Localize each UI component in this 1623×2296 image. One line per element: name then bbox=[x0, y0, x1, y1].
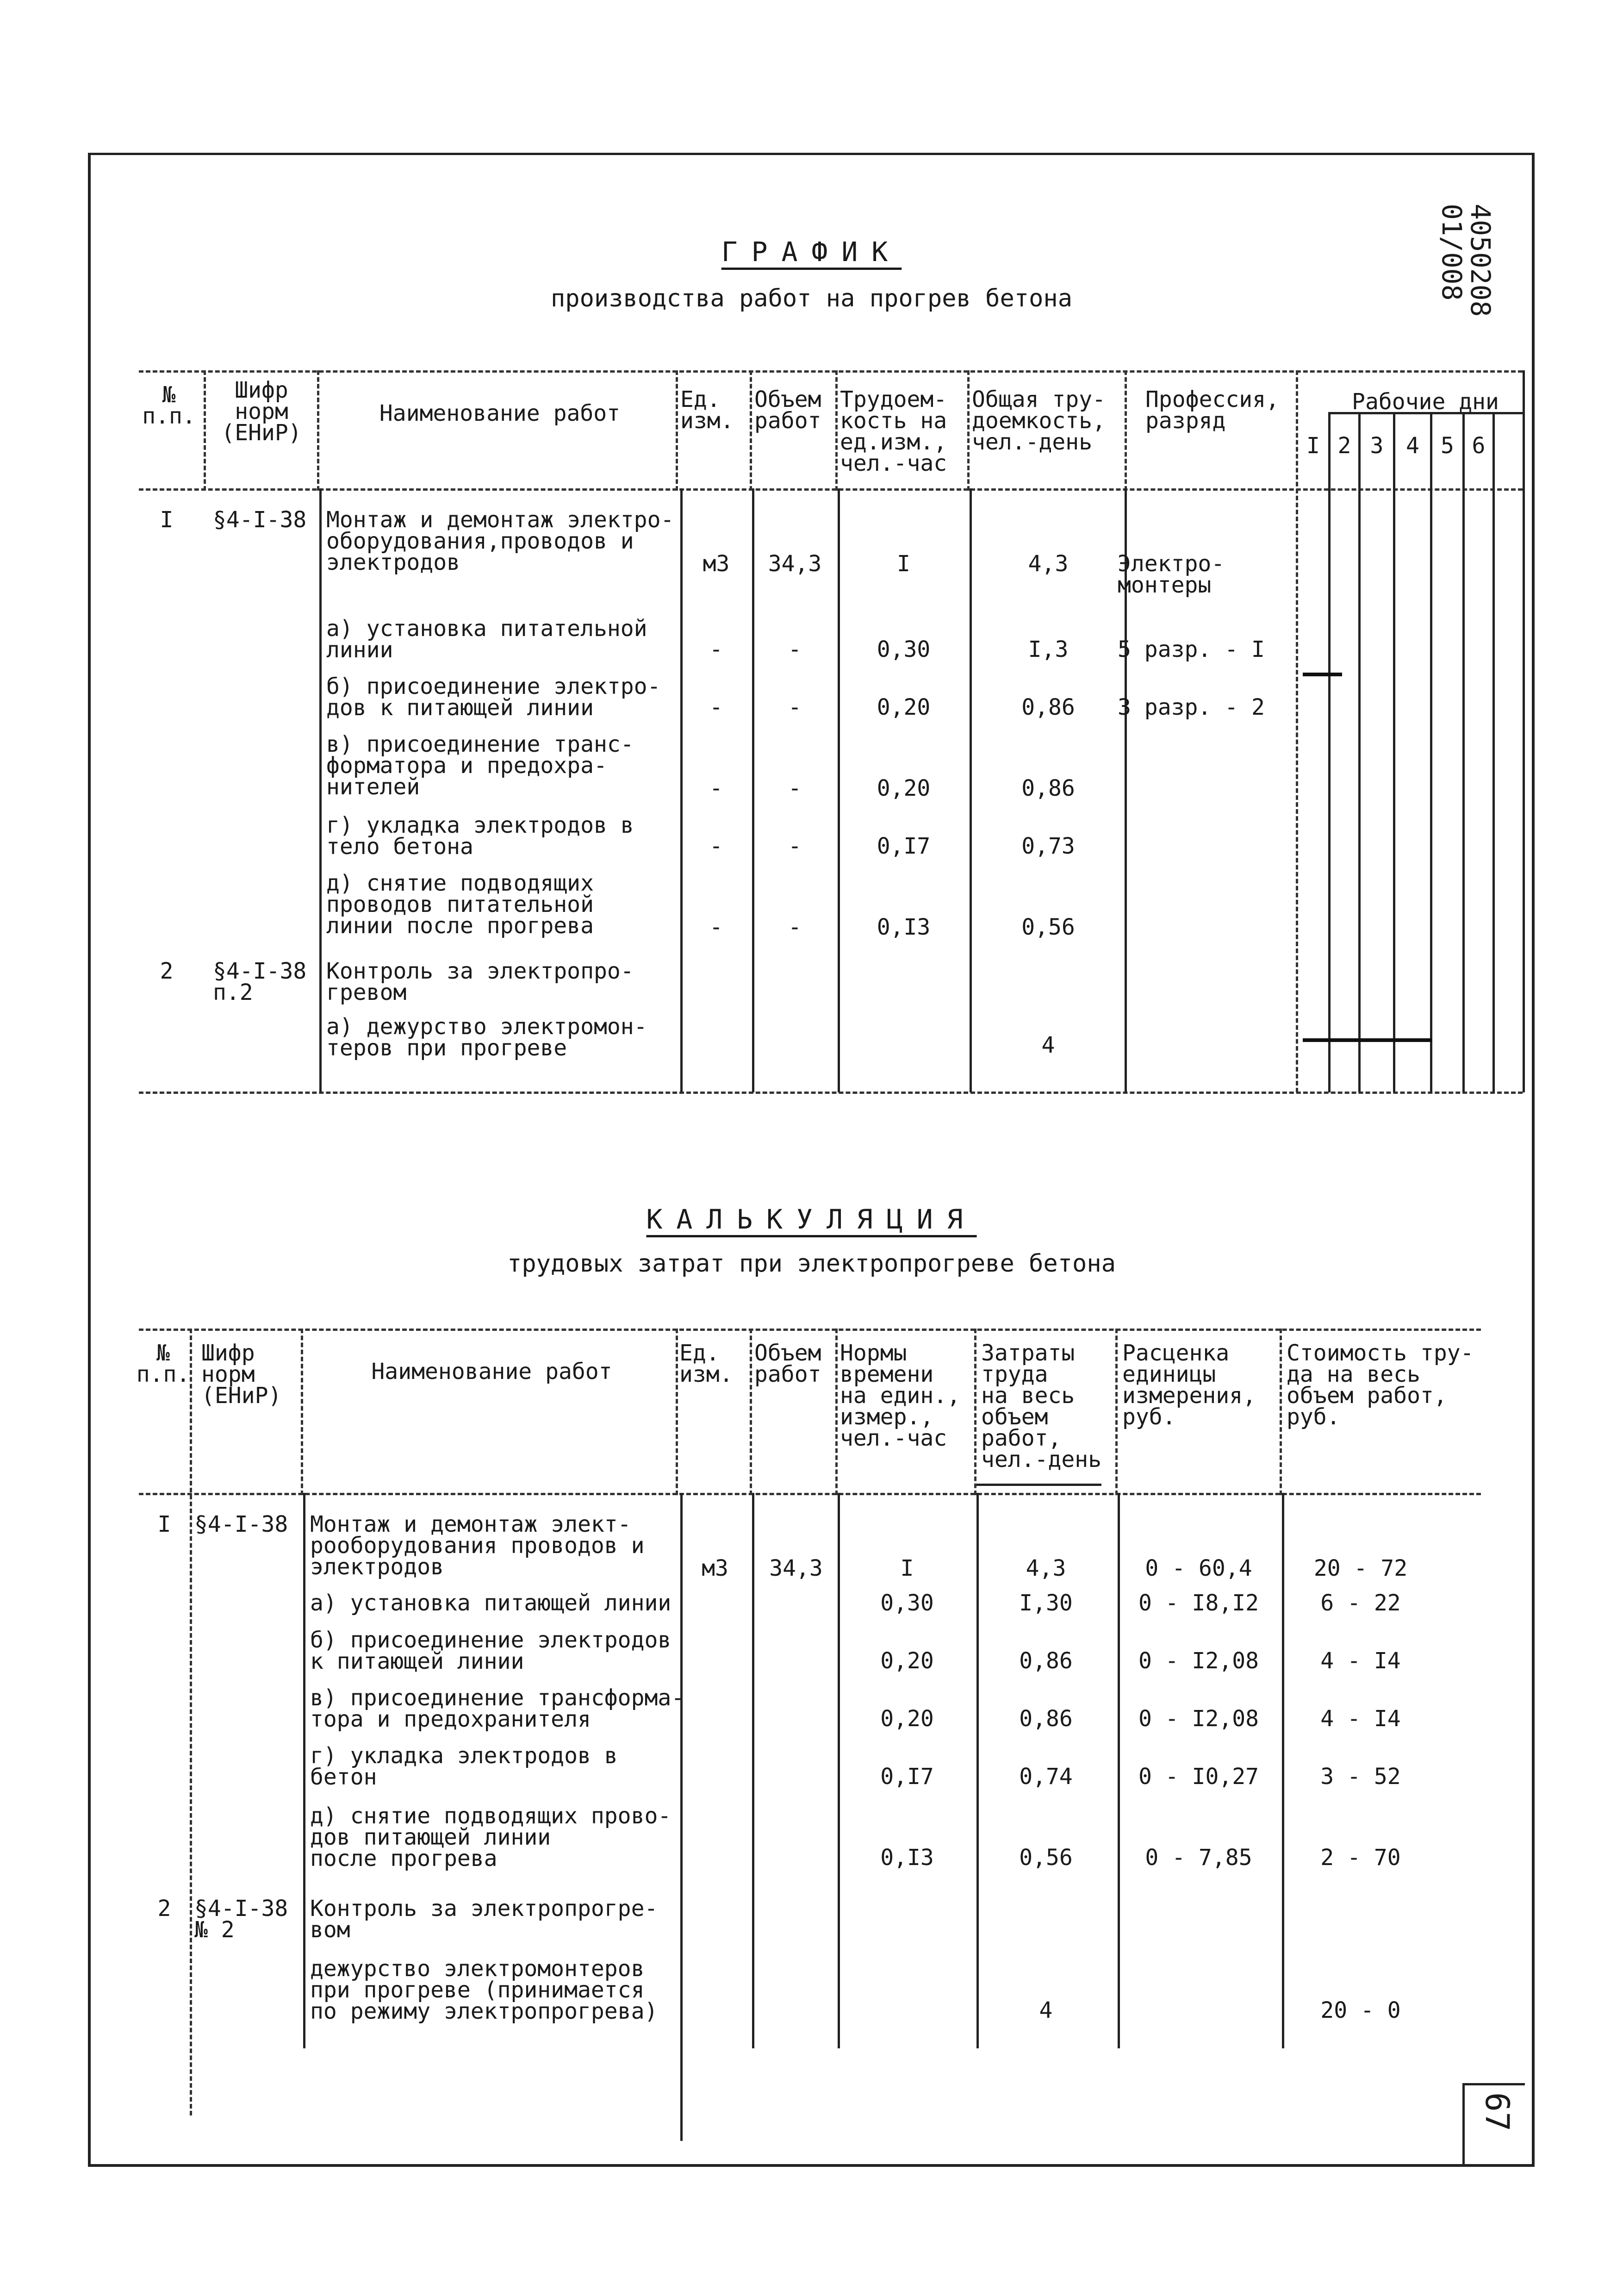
calc-cell-name: Контроль за электропрогре- вом bbox=[310, 1896, 658, 1943]
schedule-cell-labor-unit: 0,I7 bbox=[877, 833, 931, 859]
calc-header-rate: Расценка единицы измерения, руб. bbox=[1122, 1340, 1256, 1430]
schedule-cell-num: I bbox=[160, 507, 174, 533]
schedule-subtitle: производства работ на прогрев бетона bbox=[550, 285, 1073, 312]
schedule-cell-labor-unit: I bbox=[897, 551, 910, 577]
calc-cell-name: дежурство электромонтеров при прогреве (принимается по режиму электропрогрева) bbox=[310, 1956, 658, 2024]
calc-cell-name: а) установка питающей линии bbox=[310, 1590, 672, 1616]
schedule-cell-unit: - bbox=[709, 694, 723, 720]
calc-header-num: № п.п. bbox=[136, 1340, 190, 1387]
col-rule bbox=[319, 488, 322, 1092]
calc-cell-total: 4 - I4 bbox=[1320, 1706, 1401, 1732]
calc-cell-num: 2 bbox=[157, 1896, 171, 1922]
calc-cell-rate: 0 - 7,85 bbox=[1145, 1845, 1252, 1871]
calc-cell-name: д) снятие подводящих прово- дов питающей линии после прогрева bbox=[310, 1803, 672, 1872]
schedule-cell-labor-total: 0,86 bbox=[1021, 694, 1075, 720]
day-col-rule bbox=[1462, 412, 1465, 1092]
gantt-bar bbox=[1303, 673, 1342, 676]
schedule-cell-name: в) присоединение транс- форматора и предохра- нителей bbox=[326, 731, 634, 800]
calc-cell-name: г) укладка электродов в бетон bbox=[310, 1743, 618, 1790]
schedule-title: ГРАФИК bbox=[721, 236, 902, 268]
schedule-cell-name: г) укладка электродов в тело бетона bbox=[326, 812, 634, 860]
calc-cell-volume: 34,3 bbox=[769, 1555, 823, 1581]
schedule-cell-labor-unit: 0,30 bbox=[877, 636, 931, 662]
schedule-cell-labor-total: I,3 bbox=[1028, 636, 1069, 662]
schedule-cell-unit: - bbox=[709, 833, 723, 859]
schedule-cell-labor-total: 0,73 bbox=[1021, 833, 1075, 859]
day-col-rule bbox=[1430, 412, 1432, 1092]
schedule-cell-name: а) дежурство электромон- теров при прогреве bbox=[326, 1014, 647, 1061]
schedule-header-name: Наименование работ bbox=[379, 400, 621, 426]
archive-code-line: 01/008 bbox=[1436, 204, 1468, 301]
calc-cell-total: 20 - 0 bbox=[1320, 1997, 1401, 2023]
calc-cell-code: §4-I-38 bbox=[194, 1511, 288, 1537]
day-col-label: 3 bbox=[1370, 433, 1384, 459]
calc-col-rule bbox=[1280, 1329, 1282, 1495]
calc-cell-rate: 0 - I8,I2 bbox=[1138, 1590, 1259, 1616]
col-rule bbox=[317, 370, 319, 491]
schedule-header-days: Рабочие дни bbox=[1352, 389, 1499, 415]
schedule-cell-num: 2 bbox=[160, 958, 174, 984]
archive-code-line: 4050208 bbox=[1465, 204, 1496, 317]
calc-cost-underline bbox=[976, 1484, 1101, 1486]
schedule-cell-labor-total: 4,3 bbox=[1028, 551, 1069, 577]
calc-cell-name: Монтаж и демонтаж элект- рооборудования проводов и электродов bbox=[310, 1511, 645, 1580]
schedule-cell-volume: 34,3 bbox=[768, 551, 822, 577]
calc-cell-cost: 0,74 bbox=[1019, 1764, 1073, 1790]
day-col-label: 5 bbox=[1441, 433, 1454, 459]
calc-cell-norm: 0,30 bbox=[880, 1590, 934, 1616]
calc-cell-cost: 0,86 bbox=[1019, 1706, 1073, 1732]
schedule-cell-code: §4-I-38 bbox=[213, 507, 307, 533]
calc-col-rule bbox=[974, 1329, 976, 1495]
day-col-rule bbox=[1328, 412, 1331, 1092]
calc-cell-name: б) присоединение электродов к питающей линии bbox=[310, 1627, 672, 1674]
schedule-header-profession: Профессия, разряд bbox=[1145, 387, 1279, 434]
schedule-header-volume: Объем работ bbox=[754, 387, 821, 434]
calc-header-volume: Объем работ bbox=[754, 1340, 821, 1387]
page-frame-right bbox=[1532, 153, 1535, 2165]
schedule-cell-profession: 3 разр. - 2 bbox=[1118, 694, 1265, 720]
calc-cell-norm: 0,I3 bbox=[880, 1845, 934, 1871]
day-col-label: 2 bbox=[1337, 433, 1351, 459]
schedule-cell-name: б) присоединение электро- дов к питающей линии bbox=[326, 674, 661, 721]
calc-col-rule bbox=[303, 1493, 305, 2048]
calc-cell-norm: 0,I7 bbox=[880, 1764, 934, 1790]
schedule-header-num: № п.п. bbox=[142, 382, 196, 429]
schedule-bottom-rule bbox=[139, 1092, 1523, 1094]
schedule-cell-labor-total: 4 bbox=[1041, 1032, 1055, 1058]
day-col-label: 6 bbox=[1472, 433, 1486, 459]
schedule-cell-code: §4-I-38 п.2 bbox=[213, 958, 307, 1005]
schedule-cell-unit: м3 bbox=[703, 551, 730, 577]
schedule-top-rule bbox=[139, 370, 1523, 373]
calc-cell-rate: 0 - I0,27 bbox=[1138, 1764, 1259, 1790]
calc-header-cost: Затраты труда на весь объем работ, чел.-день bbox=[981, 1340, 1102, 1472]
day-col-rule bbox=[1492, 412, 1495, 1092]
calc-cell-norm: 0,20 bbox=[880, 1648, 934, 1674]
calculation-subtitle: трудовых затрат при электропрогреве бетона bbox=[507, 1250, 1116, 1278]
col-rule bbox=[676, 370, 678, 491]
schedule-cell-volume: - bbox=[788, 694, 802, 720]
calc-col-rule bbox=[190, 1329, 192, 2115]
calc-cell-cost: 4,3 bbox=[1026, 1555, 1066, 1581]
schedule-cell-name: д) снятие подводящих проводов питательной линии после прогрева bbox=[326, 870, 594, 939]
calc-header-unit: Ед. изм. bbox=[679, 1340, 733, 1387]
day-col-rule bbox=[1358, 412, 1361, 1092]
calc-cell-cost: 0,56 bbox=[1019, 1845, 1073, 1871]
schedule-cell-profession: 5 разр. - I bbox=[1118, 636, 1265, 662]
calc-cell-total: 20 - 72 bbox=[1313, 1555, 1408, 1581]
schedule-cell-volume: - bbox=[788, 775, 802, 801]
col-rule bbox=[1125, 370, 1127, 491]
schedule-cell-volume: - bbox=[788, 636, 802, 662]
schedule-cell-volume: - bbox=[788, 914, 802, 940]
calc-cell-total: 3 - 52 bbox=[1320, 1764, 1401, 1790]
calc-cell-cost: I,30 bbox=[1019, 1590, 1073, 1616]
schedule-cell-unit: - bbox=[709, 775, 723, 801]
calc-cell-code: §4-I-38 № 2 bbox=[194, 1896, 288, 1943]
calc-header-total: Стоимость тру- да на весь объем работ, руб. bbox=[1287, 1340, 1474, 1430]
calc-cell-cost: 0,86 bbox=[1019, 1648, 1073, 1674]
schedule-cell-profession: Электро- монтеры bbox=[1118, 551, 1225, 598]
calc-col-rule bbox=[676, 1329, 678, 1495]
day-col-label: I bbox=[1306, 433, 1320, 459]
calc-cell-name: в) присоединение трансформа- тора и предохранителя bbox=[310, 1685, 685, 1732]
calc-header-code: Шифр норм (ЕНиР) bbox=[201, 1340, 282, 1409]
calc-cell-total: 6 - 22 bbox=[1320, 1590, 1401, 1616]
schedule-cell-unit: - bbox=[709, 636, 723, 662]
calc-cell-norm: I bbox=[900, 1555, 914, 1581]
calc-col-rule bbox=[1115, 1329, 1118, 1495]
schedule-header-rule bbox=[139, 488, 1523, 491]
schedule-header-labor-unit: Трудоем- кость на ед.изм., чел.-час bbox=[840, 387, 947, 476]
calc-cell-num: I bbox=[157, 1511, 171, 1537]
calc-cell-unit: м3 bbox=[702, 1555, 728, 1581]
calc-header-name: Наименование работ bbox=[371, 1359, 612, 1385]
day-col-rule bbox=[1393, 412, 1395, 1092]
schedule-cell-name: Монтаж и демонтаж электро- оборудования,проводов и электродов bbox=[326, 507, 674, 575]
day-col-rule bbox=[1523, 370, 1525, 1092]
calc-cell-rate: 0 - 60,4 bbox=[1145, 1555, 1252, 1581]
schedule-cell-unit: - bbox=[709, 914, 723, 940]
col-rule bbox=[750, 370, 752, 491]
calc-cell-rate: 0 - I2,08 bbox=[1138, 1706, 1259, 1732]
schedule-cell-labor-unit: 0,I3 bbox=[877, 914, 931, 940]
day-col-label: 4 bbox=[1406, 433, 1419, 459]
schedule-cell-labor-unit: 0,20 bbox=[877, 694, 931, 720]
calc-cell-rate: 0 - I2,08 bbox=[1138, 1648, 1259, 1674]
schedule-header-unit: Ед. изм. bbox=[680, 387, 734, 434]
calc-cell-norm: 0,20 bbox=[880, 1706, 934, 1732]
calc-cell-total: 2 - 70 bbox=[1320, 1845, 1401, 1871]
calc-cell-total: 4 - I4 bbox=[1320, 1648, 1401, 1674]
schedule-header-labor-total: Общая тру- доемкость, чел.-день bbox=[972, 387, 1106, 455]
page-number: 67 bbox=[1478, 2092, 1516, 2132]
schedule-cell-labor-total: 0,56 bbox=[1021, 914, 1075, 940]
schedule-cell-name: а) установка питательной линии bbox=[326, 616, 647, 663]
calc-header-norm: Нормы времени на един., измер., чел.-час bbox=[840, 1340, 961, 1451]
calc-cell-cost: 4 bbox=[1039, 1997, 1053, 2023]
schedule-cell-volume: - bbox=[788, 833, 802, 859]
schedule-header-code: Шифр норм (ЕНиР) bbox=[221, 377, 302, 446]
calculation-title: КАЛЬКУЛЯЦИЯ bbox=[646, 1204, 977, 1235]
schedule-cell-labor-total: 0,86 bbox=[1021, 775, 1075, 801]
col-rule bbox=[1296, 370, 1298, 1092]
calc-col-rule bbox=[301, 1329, 303, 1495]
calc-col-rule bbox=[750, 1329, 752, 1495]
schedule-cell-name: Контроль за электропро- гревом bbox=[326, 958, 634, 1005]
gantt-bar bbox=[1303, 1038, 1432, 1042]
schedule-cell-labor-unit: 0,20 bbox=[877, 775, 931, 801]
